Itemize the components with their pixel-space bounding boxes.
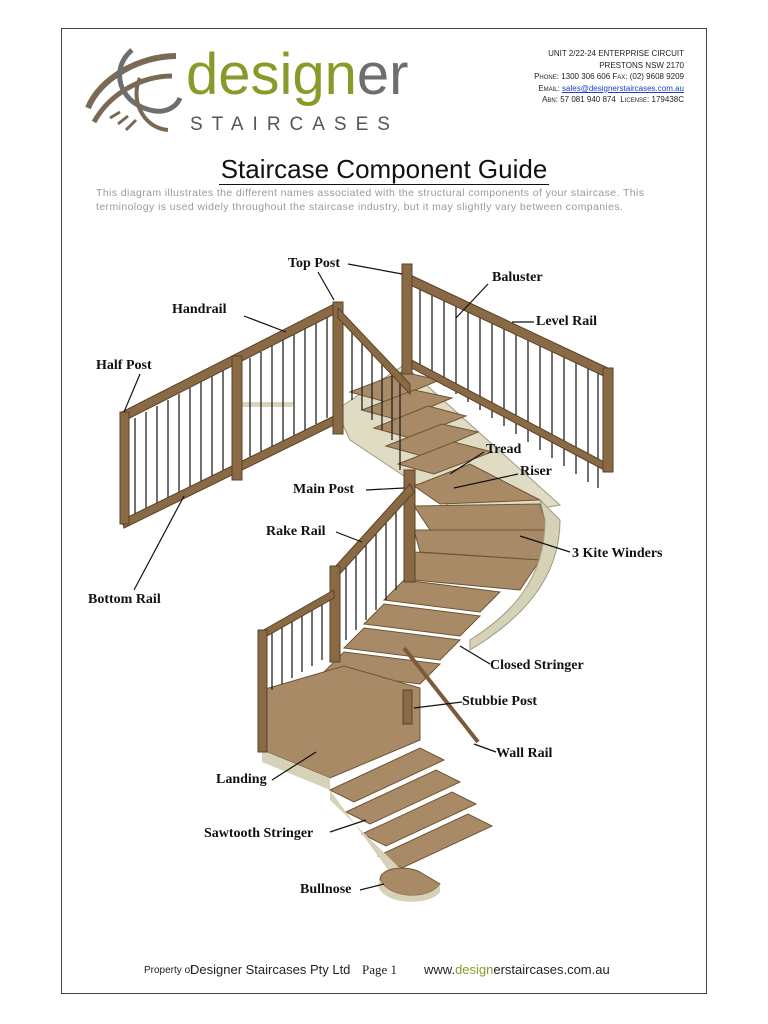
label-bullnose: Bullnose — [300, 882, 352, 897]
email-link[interactable]: sales@designerstaircases.com.au — [562, 83, 684, 93]
label-tread: Tread — [486, 442, 522, 457]
label-top-post: Top Post — [288, 256, 341, 271]
footer-company: Designer Staircases Pty Ltd — [190, 962, 351, 977]
address-line-2: PRESTONS NSW 2170 — [599, 60, 684, 70]
brand-name: designer — [186, 42, 409, 107]
label-riser: Riser — [520, 464, 552, 479]
staircase-illustration — [62, 240, 706, 930]
label-wall-rail: Wall Rail — [496, 746, 553, 761]
label-main-post: Main Post — [293, 482, 355, 497]
label-kite-winders: 3 Kite Winders — [572, 546, 663, 561]
email-line: Email: sales@designerstaircases.com.au — [538, 83, 684, 93]
label-half-post: Half Post — [96, 358, 152, 373]
label-baluster: Baluster — [492, 270, 543, 285]
phone-fax-line: Phone: 1300 306 606 Fax: (02) 9608 9209 — [534, 72, 684, 82]
label-sawtooth-stringer: Sawtooth Stringer — [204, 826, 314, 841]
label-stubbie-post: Stubbie Post — [462, 694, 538, 709]
label-level-rail: Level Rail — [536, 314, 598, 329]
label-landing: Landing — [216, 772, 267, 787]
abn-license-line: Abn: 57 081 940 874 License: 179438C — [542, 95, 684, 105]
intro-text: This diagram illustrates the different names associated with the structural components of your staircase. This terminology is used widely throughout the staircase industry, but it may slightly vary between companies. — [96, 187, 645, 213]
label-bottom-rail: Bottom Rail — [88, 592, 161, 607]
footer-page-number: Page 1 — [362, 962, 398, 977]
label-handrail: Handrail — [172, 302, 227, 317]
footer-property-of: Property of — [144, 965, 193, 976]
label-rake-rail: Rake Rail — [266, 524, 326, 539]
contact-block — [534, 48, 684, 106]
address-line-1: UNIT 2/22-24 ENTERPRISE CIRCUIT — [548, 49, 684, 58]
footer-website-link[interactable]: www.designerstaircases.com.au — [424, 962, 610, 977]
brand-tagline: STAIRCASES — [190, 114, 399, 135]
label-closed-stringer: Closed Stringer — [490, 658, 584, 673]
page-title: Staircase Component Guide — [220, 154, 548, 184]
